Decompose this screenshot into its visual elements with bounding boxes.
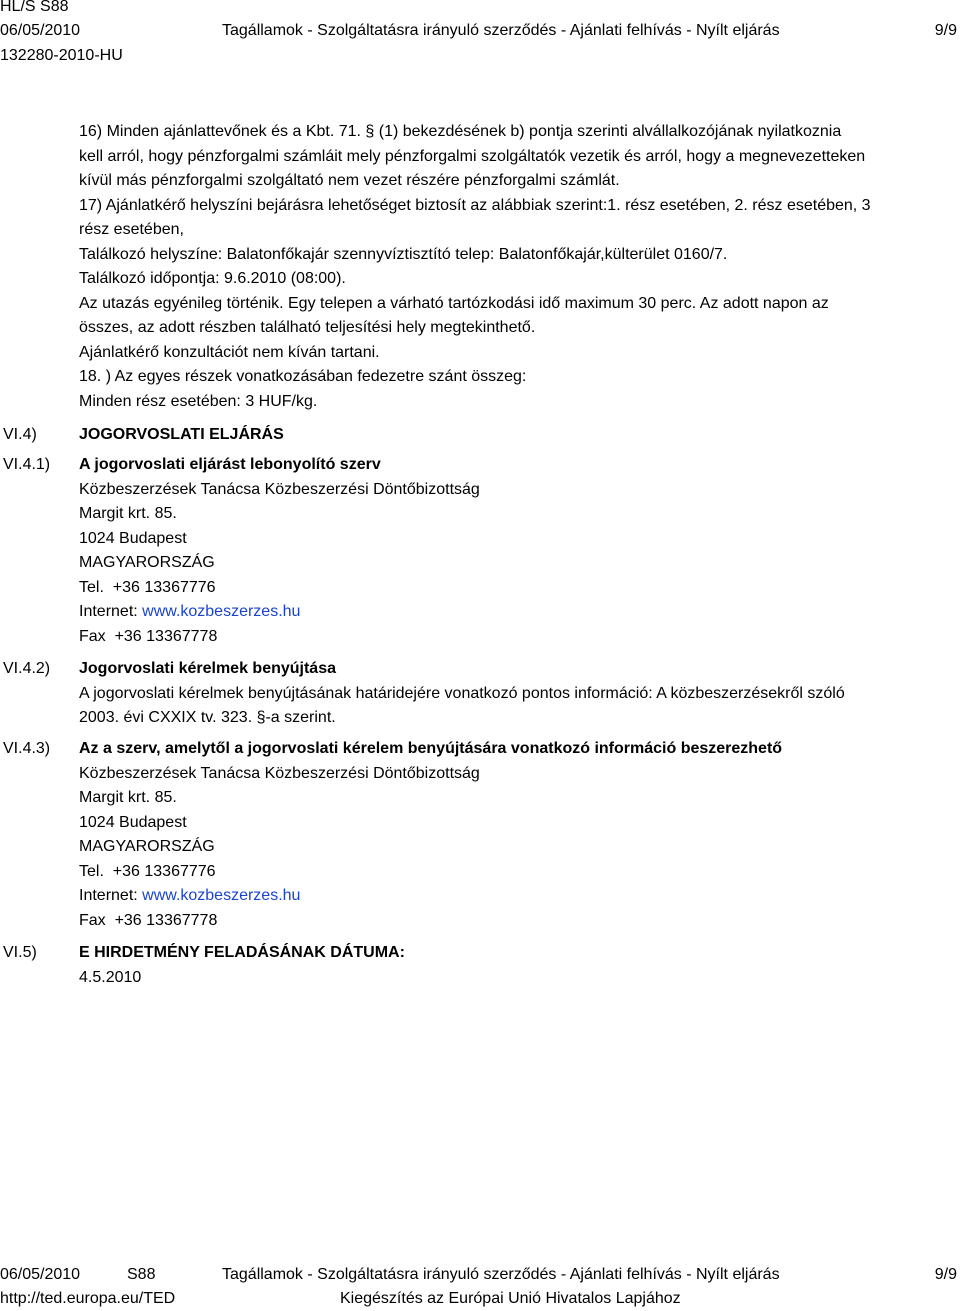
telephone	[79, 860, 959, 885]
page-header	[0, 0, 960, 70]
paragraph-17	[79, 194, 959, 366]
country: MAGYARORSZÁG	[79, 554, 215, 571]
section-vi5	[79, 941, 959, 990]
section-vi43	[79, 737, 959, 933]
street-address: Margit krt. 85.	[79, 505, 177, 522]
footer-url[interactable]: http://ted.europa.eu/TED	[0, 1290, 176, 1307]
text-line: 17) Ajánlatkérő helyszíni bejárásra lehetőséget biztosít az alábbiak szerint:1. rész esetében, 2. rész esetében, 3	[79, 196, 871, 214]
tel-label: Tel.	[79, 578, 104, 596]
dispatch-date: 4.5.2010	[79, 968, 142, 986]
header-date: 06/05/2010	[0, 22, 81, 39]
text-line: 18. ) Az egyes részek vonatkozásában fedezetre szánt összeg:	[79, 368, 527, 385]
internet-label: Internet:	[79, 603, 138, 620]
telephone	[79, 576, 959, 601]
section-number-vi41: VI.4.1)	[3, 456, 51, 473]
text-line: Találkozó helyszíne: Balatonfőkajár szennyvíztisztító telep: Balatonfőkajár,külterület 0160/7.	[79, 245, 728, 263]
fax-label: Fax	[79, 627, 106, 645]
section-heading: Jogorvoslati kérelmek benyújtása	[79, 660, 336, 677]
section-number-vi4: VI.4)	[3, 426, 37, 443]
header-notice-id: 132280-2010-HU	[0, 47, 123, 64]
fax-value: +36 13367778	[114, 911, 218, 929]
tel-label: Tel.	[79, 862, 104, 880]
page-footer	[0, 1264, 960, 1311]
section-vi42	[79, 657, 959, 731]
text-line: A jogorvoslati kérelmek benyújtásának határidejére vonatkozó pontos információ: A közbeszerzésekről szóló	[79, 684, 845, 702]
section-number-vi5: VI.5)	[3, 944, 37, 961]
tel-value: +36 13367776	[112, 578, 216, 596]
section-number-vi42: VI.4.2)	[3, 660, 51, 677]
footer-title: Tagállamok - Szolgáltatásra irányuló szerződés - Ajánlati felhívás - Nyílt eljárás	[222, 1266, 780, 1283]
header-page-number: 9/9	[934, 22, 957, 39]
website-link[interactable]: www.kozbeszerzes.hu	[142, 887, 301, 904]
organization-name: Közbeszerzések Tanácsa Közbeszerzési Döntőbizottság	[79, 764, 480, 782]
street-address: Margit krt. 85.	[79, 789, 177, 806]
website-link[interactable]: www.kozbeszerzes.hu	[142, 603, 301, 620]
text-line: kívül más pénzforgalmi szolgáltató nem vezet részére pénzforgalmi számlát.	[79, 172, 620, 189]
section-number-vi43: VI.4.3)	[3, 740, 51, 757]
text-line: kell arról, hogy pénzforgalmi számláit mely pénzforgalmi szolgáltatók vezetik és arról, hogy a megnevezetteken	[79, 147, 866, 165]
header-title: Tagállamok - Szolgáltatásra irányuló szerződés - Ajánlati felhívás - Nyílt eljárás	[222, 22, 780, 39]
internet	[79, 600, 959, 625]
tel-value: +36 13367776	[112, 862, 216, 880]
fax-value: +36 13367778	[114, 627, 218, 645]
country: MAGYARORSZÁG	[79, 838, 215, 855]
section-heading-jogorvoslati-eljaras: JOGORVOSLATI ELJÁRÁS	[79, 426, 284, 443]
document-body	[79, 120, 959, 414]
text-line: 2003. évi CXXIX tv. 323. §-a szerint.	[79, 709, 336, 726]
section-heading: Az a szerv, amelytől a jogorvoslati kérelem benyújtására vonatkozó információ beszerezhető	[79, 740, 783, 757]
fax	[79, 625, 959, 650]
paragraph-18	[79, 365, 959, 414]
section-heading: E HIRDETMÉNY FELADÁSÁNAK DÁTUMA:	[79, 944, 405, 961]
footer-series: S88	[127, 1266, 156, 1283]
paragraph-16	[79, 120, 959, 194]
internet-label: Internet:	[79, 887, 138, 904]
section-heading: A jogorvoslati eljárást lebonyolító szerv	[79, 456, 381, 473]
text-line: összes, az adott részben található teljesítési hely megtekinthető.	[79, 319, 536, 336]
text-line: 16) Minden ajánlattevőnek és a Kbt. 71. § (1) bekezdésének b) pontja szerinti alvállalkozójának nyilatkoznia	[79, 123, 842, 140]
text-line: Ajánlatkérő konzultációt nem kíván tartani.	[79, 343, 380, 361]
footer-date: 06/05/2010	[0, 1266, 81, 1283]
city: 1024 Budapest	[79, 529, 187, 547]
fax	[79, 909, 959, 934]
section-vi41	[79, 453, 959, 649]
footer-page-number: 9/9	[934, 1266, 957, 1283]
footer-publication: Kiegészítés az Európai Unió Hivatalos Lapjához	[340, 1290, 681, 1307]
organization-name: Közbeszerzések Tanácsa Közbeszerzési Döntőbizottság	[79, 480, 480, 498]
text-line: rész esetében,	[79, 221, 184, 238]
internet	[79, 884, 959, 909]
text-line: Az utazás egyénileg történik. Egy telepen a várható tartózkodási idő maximum 30 perc. Az adott napon az	[79, 294, 829, 312]
text-line: Találkozó időpontja: 9.6.2010 (08:00).	[79, 270, 346, 287]
city: 1024 Budapest	[79, 813, 187, 831]
text-line: Minden rész esetében: 3 HUF/kg.	[79, 392, 318, 410]
fax-label: Fax	[79, 911, 106, 929]
header-series: HL/S S88	[0, 0, 69, 15]
